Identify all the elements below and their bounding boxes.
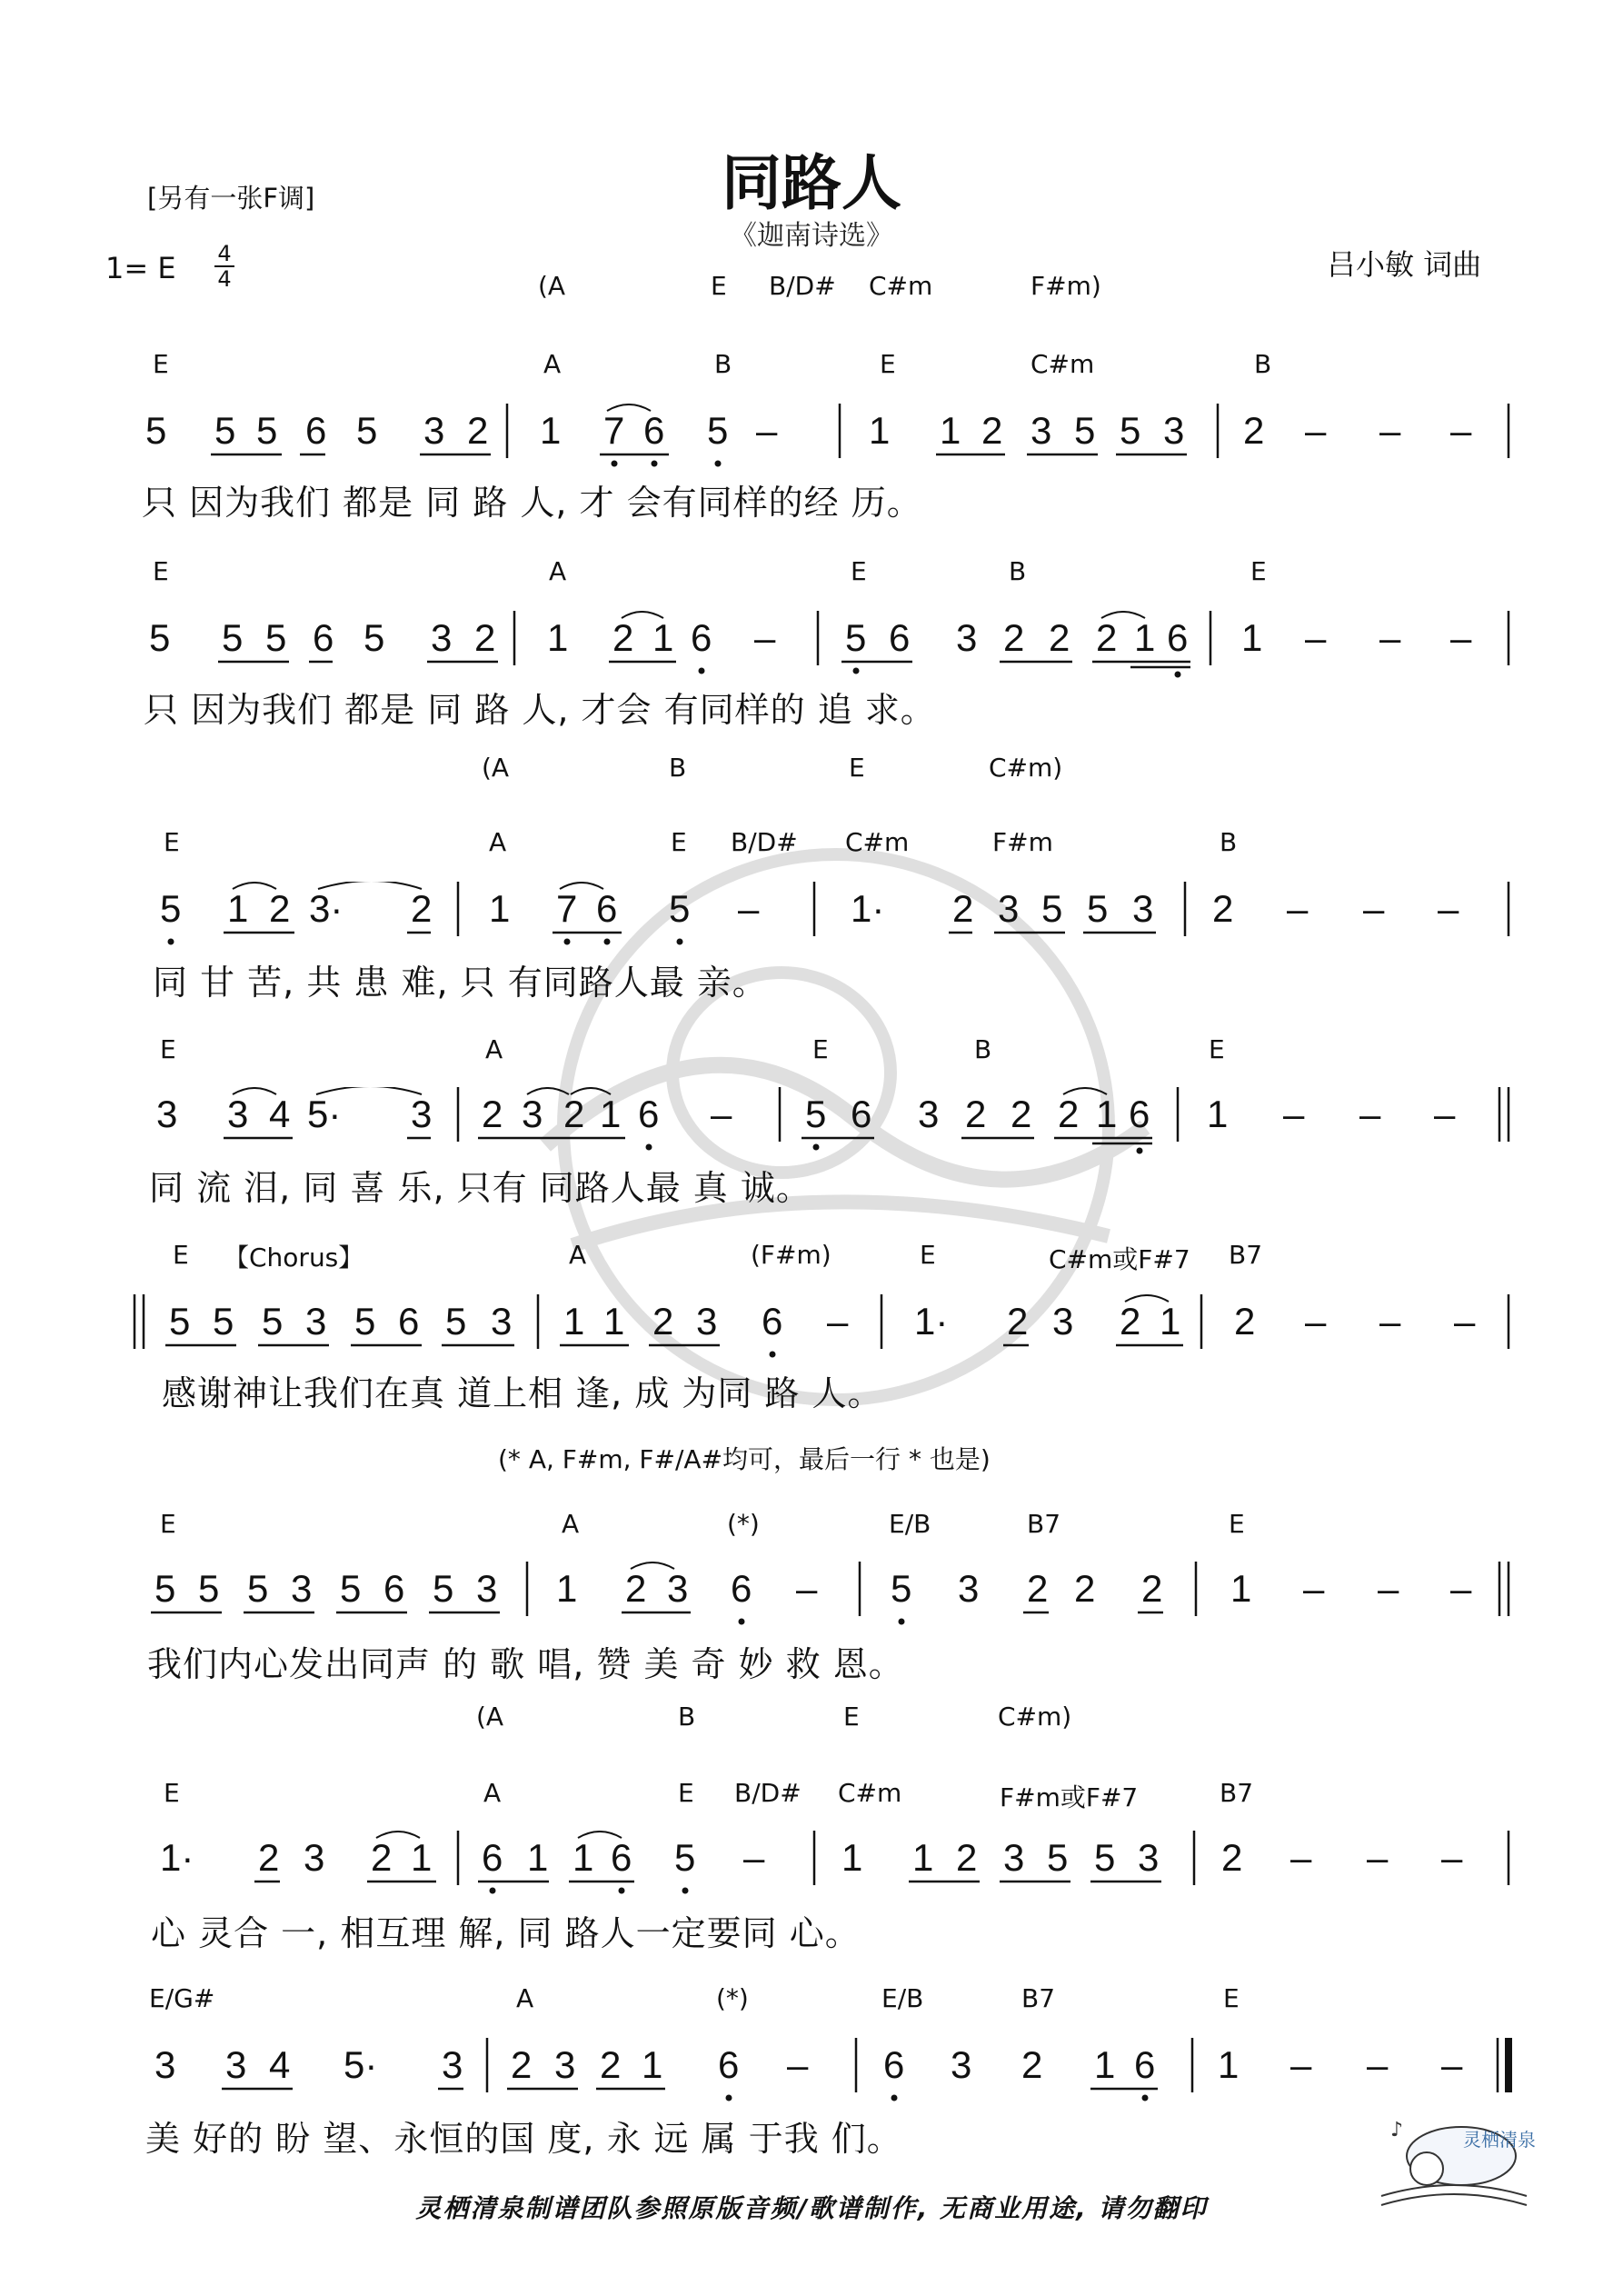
svg-text:2: 2 xyxy=(625,1567,647,1610)
svg-text:6: 6 xyxy=(643,409,665,452)
chord: (*) xyxy=(727,1509,760,1539)
svg-text:2: 2 xyxy=(511,2043,533,2086)
lyric-line: 同 甘 苦, 共 患 难, 只 有同路人最 亲。 xyxy=(153,963,768,1003)
svg-text:5: 5 xyxy=(1094,1836,1116,1879)
svg-text:3: 3 xyxy=(696,1300,718,1343)
svg-text:–: – xyxy=(1438,887,1459,930)
alt-chord: C#m) xyxy=(989,753,1063,783)
svg-text:5: 5 xyxy=(340,1567,362,1610)
svg-text:2: 2 xyxy=(1027,1567,1049,1610)
svg-text:5: 5 xyxy=(845,616,867,659)
svg-text:3: 3 xyxy=(1163,409,1185,452)
alt-chord: E xyxy=(849,753,865,783)
chord: B xyxy=(1009,556,1027,586)
alt-chord: B xyxy=(669,753,687,783)
svg-text:2: 2 xyxy=(1003,616,1025,659)
chord: E xyxy=(160,1509,176,1539)
svg-text:5: 5 xyxy=(354,1300,376,1343)
lyric-line: 心 灵合 一, 相互理 解, 同 路人一定要同 心。 xyxy=(151,1913,861,1953)
svg-text:2: 2 xyxy=(269,887,291,930)
chord: B xyxy=(974,1034,992,1064)
chord: (F#m) xyxy=(751,1240,831,1270)
svg-text:3: 3 xyxy=(491,1300,513,1343)
svg-text:1: 1 xyxy=(841,1836,863,1879)
svg-text:1: 1 xyxy=(869,409,891,452)
svg-text:5: 5 xyxy=(145,409,167,452)
svg-text:–: – xyxy=(1379,409,1401,452)
lyric-line: 美 好的 盼 望、永恒的国 度, 永 远 属 于我 们。 xyxy=(145,2119,902,2159)
svg-text:2: 2 xyxy=(371,1836,393,1879)
chord: E/B xyxy=(881,1983,924,2013)
chord: F#m或F#7 xyxy=(1000,1782,1139,1812)
notation-staff xyxy=(0,1562,1623,1634)
time-signature-bottom: 4 xyxy=(214,265,234,291)
svg-text:2: 2 xyxy=(1221,1836,1243,1879)
lyric-line: 我们内心发出同声 的 歌 唱, 赞 美 奇 妙 救 恩。 xyxy=(147,1644,904,1684)
svg-text:3: 3 xyxy=(291,1567,313,1610)
svg-text:–: – xyxy=(1359,1093,1381,1135)
svg-text:2: 2 xyxy=(1011,1093,1032,1135)
chord: F#m xyxy=(992,827,1053,857)
svg-text:5: 5 xyxy=(169,1300,191,1343)
chord: B/D# xyxy=(734,1778,802,1808)
alt-chord: B xyxy=(678,1702,696,1732)
svg-text:6: 6 xyxy=(638,1093,660,1135)
svg-text:6: 6 xyxy=(718,2043,740,2086)
svg-text:3: 3 xyxy=(667,1567,689,1610)
lyric-line: 感谢神让我们在真 道上相 逢, 成 为同 路 人。 xyxy=(162,1373,883,1413)
notation-staff xyxy=(0,1087,1623,1160)
lyric-line: 只 因为我们 都是 同 路 人, 才 会有同样的经 历。 xyxy=(142,483,922,523)
song-title: 同路人 xyxy=(722,148,901,218)
chord: B xyxy=(1220,827,1238,857)
svg-text:6: 6 xyxy=(1167,616,1189,659)
alt-chord: C#m) xyxy=(998,1702,1072,1732)
chord: A xyxy=(549,556,567,586)
svg-text:2: 2 xyxy=(1021,2043,1043,2086)
alt-chord: E xyxy=(711,271,727,301)
notation-staff xyxy=(0,2038,1623,2111)
chord: E xyxy=(851,556,867,586)
chord: E xyxy=(164,1778,180,1808)
svg-text:3: 3 xyxy=(1052,1300,1074,1343)
chord: E xyxy=(153,349,169,379)
logo-text: 灵栖清泉 xyxy=(1463,2129,1536,2151)
svg-text:–: – xyxy=(1303,1567,1325,1610)
svg-text:6: 6 xyxy=(383,1567,405,1610)
svg-text:6: 6 xyxy=(1134,2043,1156,2086)
svg-text:5: 5 xyxy=(247,1567,269,1610)
svg-text:4: 4 xyxy=(269,2043,291,2086)
svg-text:2: 2 xyxy=(474,616,496,659)
svg-text:5: 5 xyxy=(363,616,385,659)
svg-text:5: 5 xyxy=(265,616,287,659)
svg-text:1: 1 xyxy=(1160,1300,1181,1343)
svg-text:2: 2 xyxy=(612,616,634,659)
svg-text:3: 3 xyxy=(305,1300,327,1343)
svg-text:5: 5 xyxy=(1074,409,1096,452)
chord: E/G# xyxy=(149,1983,215,2013)
svg-text:–: – xyxy=(738,887,760,930)
svg-text:1: 1 xyxy=(540,409,562,452)
svg-text:2: 2 xyxy=(258,1836,280,1879)
svg-text:3: 3 xyxy=(522,1093,543,1135)
svg-text:–: – xyxy=(754,616,776,659)
svg-text:2: 2 xyxy=(411,887,433,930)
svg-text:1: 1 xyxy=(1230,1567,1252,1610)
svg-text:1: 1 xyxy=(527,1836,549,1879)
svg-text:5: 5 xyxy=(433,1567,454,1610)
svg-text:2: 2 xyxy=(1120,1300,1141,1343)
svg-text:5: 5 xyxy=(669,887,691,930)
svg-text:7: 7 xyxy=(603,409,625,452)
svg-text:5: 5 xyxy=(1087,887,1109,930)
chord: E xyxy=(164,827,180,857)
alt-chord: F#m) xyxy=(1031,271,1101,301)
chord: A xyxy=(489,827,507,857)
svg-text:5: 5 xyxy=(160,887,182,930)
svg-text:2: 2 xyxy=(563,1093,585,1135)
svg-text:–: – xyxy=(1379,616,1401,659)
svg-text:3: 3 xyxy=(431,616,453,659)
svg-text:–: – xyxy=(1450,616,1472,659)
notation-staff xyxy=(0,611,1623,684)
svg-text:–: – xyxy=(756,409,778,452)
svg-text:2: 2 xyxy=(467,409,489,452)
svg-text:1: 1 xyxy=(652,616,674,659)
svg-text:2: 2 xyxy=(981,409,1003,452)
chord: B7 xyxy=(1027,1509,1061,1539)
svg-text:1: 1 xyxy=(642,2043,663,2086)
svg-text:5: 5 xyxy=(356,409,378,452)
svg-text:–: – xyxy=(1367,1836,1389,1879)
chord: E xyxy=(1209,1034,1225,1064)
svg-text:2: 2 xyxy=(1243,409,1265,452)
chord: A xyxy=(483,1778,502,1808)
svg-text:1: 1 xyxy=(1094,2043,1116,2086)
alt-chord: (A xyxy=(476,1702,504,1732)
svg-text:6: 6 xyxy=(305,409,327,452)
chord: B7 xyxy=(1220,1778,1254,1808)
svg-text:2: 2 xyxy=(1049,616,1070,659)
svg-text:3: 3 xyxy=(918,1093,940,1135)
svg-text:–: – xyxy=(1454,1300,1476,1343)
svg-text:–: – xyxy=(1441,2043,1463,2086)
svg-text:5·: 5· xyxy=(344,2043,378,2086)
svg-text:–: – xyxy=(1450,409,1472,452)
chord: E xyxy=(678,1778,694,1808)
svg-text:2: 2 xyxy=(1058,1093,1080,1135)
chord: B xyxy=(1254,349,1272,379)
svg-text:3: 3 xyxy=(476,1567,498,1610)
svg-text:5: 5 xyxy=(262,1300,284,1343)
svg-text:6: 6 xyxy=(691,616,712,659)
svg-text:5: 5 xyxy=(707,409,729,452)
svg-text:2: 2 xyxy=(1074,1567,1096,1610)
svg-text:3: 3 xyxy=(998,887,1020,930)
svg-text:3·: 3· xyxy=(309,887,344,930)
chord: E xyxy=(160,1034,176,1064)
chord: A xyxy=(569,1240,587,1270)
svg-text:1·: 1· xyxy=(160,1836,194,1879)
chord: A xyxy=(562,1509,580,1539)
chord: B xyxy=(714,349,732,379)
svg-text:5: 5 xyxy=(1041,887,1063,930)
svg-text:6: 6 xyxy=(313,616,334,659)
svg-text:♪: ♪ xyxy=(1390,2119,1404,2141)
svg-text:–: – xyxy=(787,2043,809,2086)
svg-text:5: 5 xyxy=(222,616,244,659)
svg-text:1: 1 xyxy=(227,887,249,930)
svg-text:–: – xyxy=(711,1093,732,1135)
svg-text:3: 3 xyxy=(423,409,445,452)
svg-text:5: 5 xyxy=(445,1300,467,1343)
svg-text:3: 3 xyxy=(958,1567,980,1610)
key-signature: 1= E xyxy=(105,251,176,285)
svg-text:2: 2 xyxy=(600,2043,622,2086)
svg-text:1: 1 xyxy=(556,1567,578,1610)
alt-chord: (A xyxy=(482,753,510,783)
chord: E xyxy=(1229,1509,1245,1539)
svg-text:1: 1 xyxy=(411,1836,433,1879)
svg-text:–: – xyxy=(1379,1300,1401,1343)
svg-text:3: 3 xyxy=(442,2043,463,2086)
svg-text:3: 3 xyxy=(956,616,978,659)
svg-text:5: 5 xyxy=(213,1300,234,1343)
svg-text:2: 2 xyxy=(956,1836,978,1879)
svg-text:1: 1 xyxy=(1207,1093,1229,1135)
svg-text:6: 6 xyxy=(762,1300,783,1343)
svg-text:6: 6 xyxy=(1129,1093,1150,1135)
svg-text:–: – xyxy=(1450,1567,1472,1610)
svg-text:3: 3 xyxy=(1003,1836,1025,1879)
svg-text:3: 3 xyxy=(411,1093,433,1135)
time-signature xyxy=(214,242,234,291)
chord: E xyxy=(1250,556,1267,586)
svg-text:1: 1 xyxy=(1096,1093,1118,1135)
time-signature-top: 4 xyxy=(217,241,232,266)
svg-text:1: 1 xyxy=(912,1836,934,1879)
svg-text:4: 4 xyxy=(269,1093,291,1135)
svg-text:2: 2 xyxy=(1212,887,1234,930)
svg-text:3: 3 xyxy=(1031,409,1052,452)
svg-text:3: 3 xyxy=(154,2043,176,2086)
svg-text:5: 5 xyxy=(198,1567,220,1610)
svg-text:–: – xyxy=(1305,409,1327,452)
svg-text:1: 1 xyxy=(940,409,961,452)
svg-text:1: 1 xyxy=(563,1300,585,1343)
chord: B/D# xyxy=(731,827,798,857)
svg-text:2: 2 xyxy=(1234,1300,1256,1343)
chord: B7 xyxy=(1021,1983,1056,2013)
chord: E xyxy=(1223,1983,1240,2013)
svg-text:–: – xyxy=(1441,1836,1463,1879)
chord: E/B xyxy=(889,1509,931,1539)
svg-text:–: – xyxy=(1290,2043,1312,2086)
footer-credit: 灵栖清泉制谱团队参照原版音频/歌谱制作, 无商业用途, 请勿翻印 xyxy=(415,2193,1208,2223)
svg-text:5: 5 xyxy=(214,409,236,452)
svg-text:7: 7 xyxy=(556,887,578,930)
svg-text:2: 2 xyxy=(965,1093,987,1135)
svg-text:2: 2 xyxy=(482,1093,503,1135)
svg-text:1: 1 xyxy=(1218,2043,1240,2086)
alt-key-note: [另有一张F调] xyxy=(147,183,315,214)
svg-text:–: – xyxy=(743,1836,765,1879)
svg-text:–: – xyxy=(1290,1836,1312,1879)
svg-text:3: 3 xyxy=(225,2043,247,2086)
chord: (*) xyxy=(716,1983,749,2013)
svg-text:6: 6 xyxy=(889,616,911,659)
svg-text:–: – xyxy=(827,1300,849,1343)
svg-text:6: 6 xyxy=(482,1836,503,1879)
svg-text:–: – xyxy=(1283,1093,1305,1135)
svg-text:–: – xyxy=(796,1567,818,1610)
svg-text:6: 6 xyxy=(611,1836,632,1879)
svg-text:1: 1 xyxy=(603,1300,625,1343)
svg-text:5: 5 xyxy=(891,1567,912,1610)
svg-text:5: 5 xyxy=(1120,409,1141,452)
chord: C#m xyxy=(845,827,910,857)
svg-text:3: 3 xyxy=(304,1836,325,1879)
svg-text:2: 2 xyxy=(952,887,974,930)
chord: E xyxy=(153,556,169,586)
svg-text:3: 3 xyxy=(951,2043,972,2086)
notation-staff xyxy=(0,1831,1623,1903)
svg-text:1: 1 xyxy=(1241,616,1263,659)
alt-chord: C#m xyxy=(869,271,933,301)
composer-credit: 吕小敏 词曲 xyxy=(1327,247,1482,282)
svg-text:2: 2 xyxy=(1007,1300,1029,1343)
svg-text:6: 6 xyxy=(731,1567,752,1610)
svg-text:–: – xyxy=(1363,887,1385,930)
svg-text:5: 5 xyxy=(674,1836,696,1879)
svg-text:1: 1 xyxy=(1134,616,1156,659)
svg-text:6: 6 xyxy=(398,1300,420,1343)
svg-text:1: 1 xyxy=(600,1093,622,1135)
chord: C#m或F#7 xyxy=(1049,1244,1190,1274)
svg-text:6: 6 xyxy=(851,1093,872,1135)
svg-text:5: 5 xyxy=(256,409,278,452)
lyric-line: 只 因为我们 都是 同 路 人, 才会 有同样的 追 求。 xyxy=(144,690,936,730)
notation-staff xyxy=(0,404,1623,476)
svg-text:2: 2 xyxy=(652,1300,674,1343)
chord: B7 xyxy=(1229,1240,1263,1270)
svg-text:2: 2 xyxy=(1141,1567,1163,1610)
lyric-line: 同 流 泪, 同 喜 乐, 只有 同路人最 真 诚。 xyxy=(149,1168,812,1208)
chord: C#m xyxy=(838,1778,902,1808)
chord: E xyxy=(671,827,687,857)
svg-text:5·: 5· xyxy=(307,1093,342,1135)
alt-chord: E xyxy=(843,1702,860,1732)
svg-text:5: 5 xyxy=(149,616,171,659)
svg-text:–: – xyxy=(1305,616,1327,659)
svg-text:–: – xyxy=(1287,887,1309,930)
chord: E xyxy=(920,1240,936,1270)
alt-chord: (A xyxy=(538,271,566,301)
chord: E xyxy=(173,1240,189,1270)
svg-text:3: 3 xyxy=(227,1093,249,1135)
chorus-label: 【Chorus】 xyxy=(224,1243,364,1273)
svg-text:1: 1 xyxy=(547,616,569,659)
chord: E xyxy=(880,349,896,379)
svg-text:1: 1 xyxy=(573,1836,594,1879)
svg-text:1: 1 xyxy=(489,887,511,930)
svg-text:–: – xyxy=(1367,2043,1389,2086)
svg-text:5: 5 xyxy=(805,1093,827,1135)
svg-text:5: 5 xyxy=(1047,1836,1069,1879)
notation-staff xyxy=(0,1294,1623,1367)
svg-text:6: 6 xyxy=(596,887,618,930)
svg-text:2: 2 xyxy=(1096,616,1118,659)
svg-text:3: 3 xyxy=(1132,887,1154,930)
svg-text:3: 3 xyxy=(554,2043,576,2086)
alt-chord: B/D# xyxy=(769,271,836,301)
notation-staff xyxy=(0,882,1623,954)
svg-text:–: – xyxy=(1378,1567,1399,1610)
chord-footnote: (* A, F#m, F#/A#均可，最后一行 * 也是) xyxy=(498,1444,991,1474)
chord: A xyxy=(485,1034,503,1064)
song-subtitle: 《迦南诗选》 xyxy=(730,220,893,252)
svg-text:5: 5 xyxy=(154,1567,176,1610)
svg-text:–: – xyxy=(1305,1300,1327,1343)
chord: E xyxy=(812,1034,829,1064)
svg-text:6: 6 xyxy=(883,2043,905,2086)
svg-text:3: 3 xyxy=(1138,1836,1160,1879)
svg-text:–: – xyxy=(1434,1093,1456,1135)
svg-text:3: 3 xyxy=(156,1093,178,1135)
chord: C#m xyxy=(1031,349,1095,379)
svg-text:1·: 1· xyxy=(851,887,885,930)
chord: A xyxy=(543,349,562,379)
chord: A xyxy=(516,1983,534,2013)
svg-text:1·: 1· xyxy=(914,1300,949,1343)
